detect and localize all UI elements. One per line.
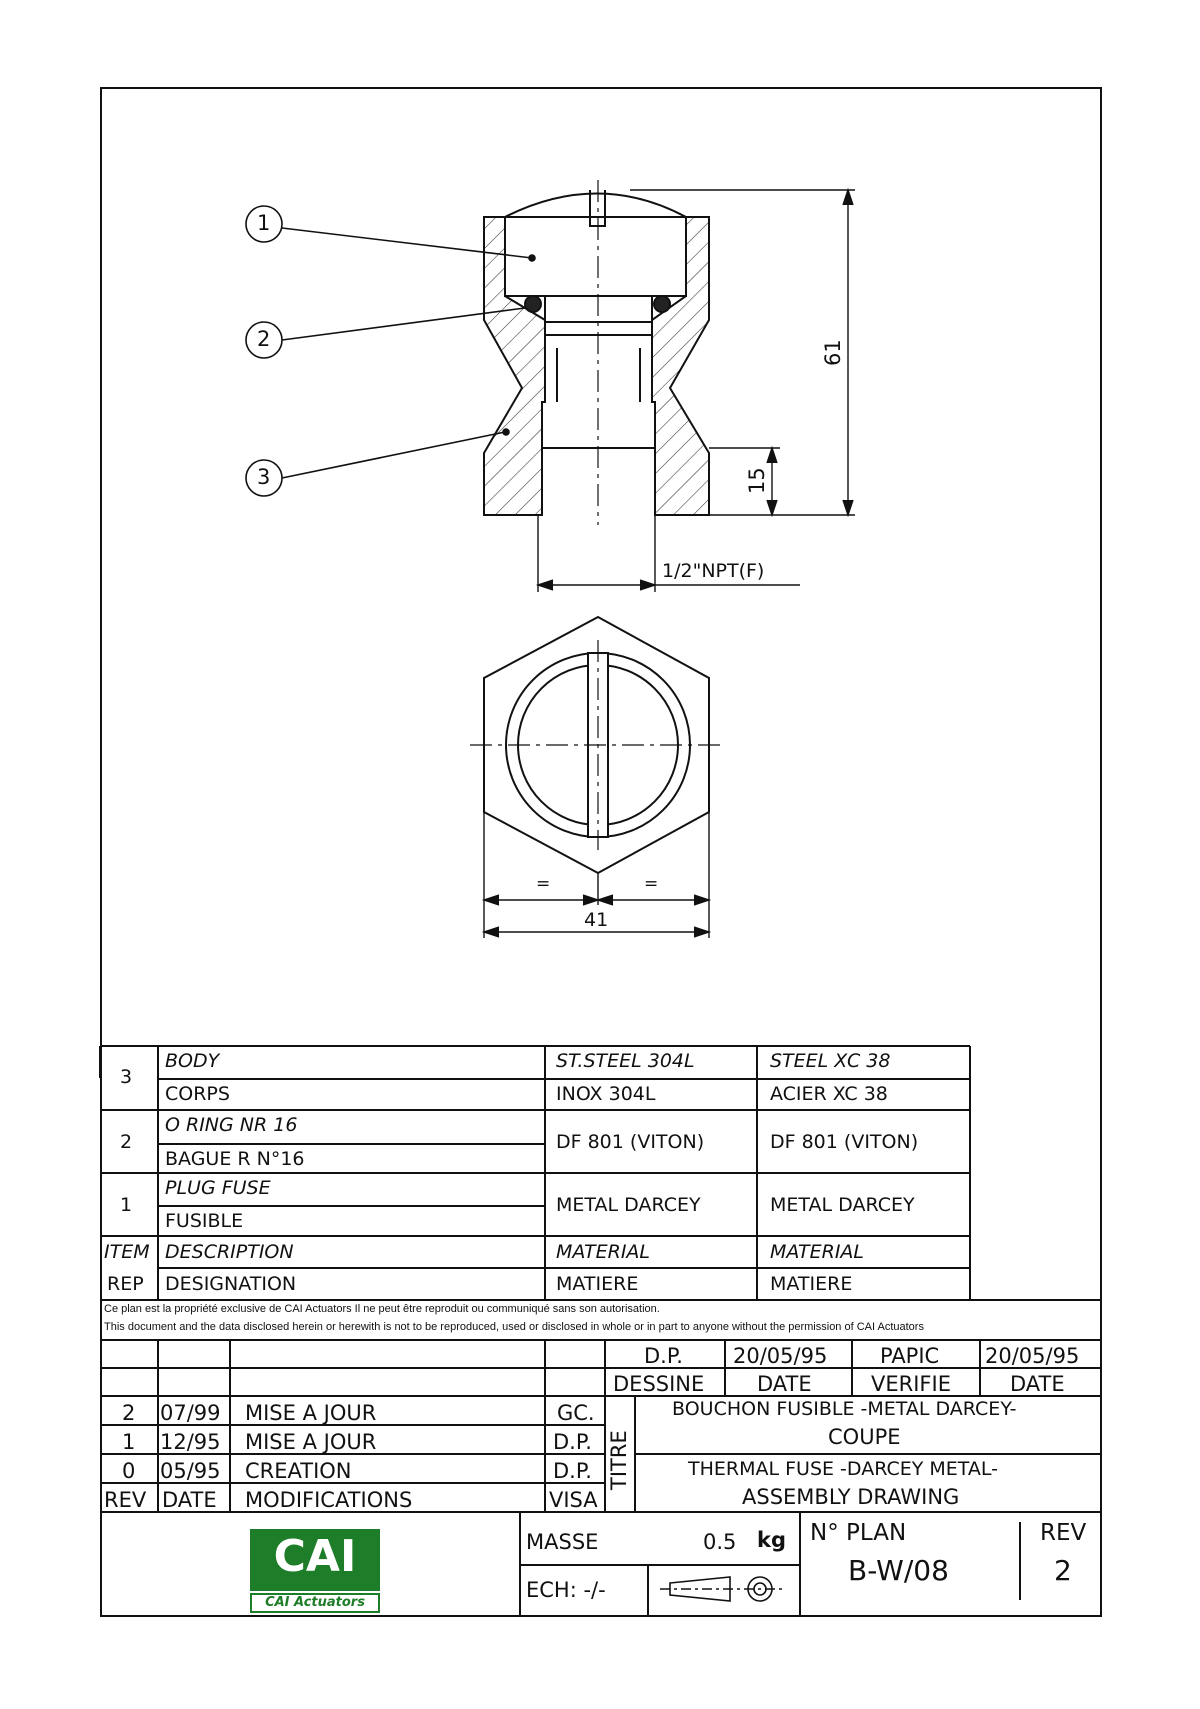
plan-number: B-W/08: [848, 1554, 949, 1587]
bom-mat1-en-3: ST.STEEL 304L: [556, 1050, 695, 1072]
rev-row-0-visa: D.P.: [553, 1459, 592, 1483]
bom-mat2-en-3: STEEL XC 38: [770, 1050, 891, 1072]
rev-value: 2: [1054, 1554, 1072, 1587]
title-label: TITRE: [607, 1430, 631, 1490]
mass-value: 0.5: [703, 1530, 737, 1554]
projection-symbol: [660, 1577, 785, 1601]
rev-row-1-mod: MISE A JOUR: [245, 1430, 377, 1454]
scale-label: ECH: -/-: [526, 1578, 606, 1602]
balloon-3-label: 3: [257, 465, 271, 489]
equal-mark-left: =: [536, 874, 551, 894]
dim-thread-depth: 15: [745, 467, 769, 494]
bom-header-rep: REP: [107, 1273, 144, 1295]
label-date-1: DATE: [757, 1372, 812, 1396]
label-date-2: DATE: [1010, 1372, 1065, 1396]
bom-desc-en-3: BODY: [165, 1050, 220, 1072]
logo-mark: [250, 1529, 380, 1591]
title-en-line1: THERMAL FUSE -DARCEY METAL-: [688, 1458, 999, 1480]
plan-label: N° PLAN: [810, 1520, 907, 1546]
bom-header-material-1: MATERIAL: [556, 1241, 651, 1263]
checked-date: 20/05/95: [985, 1344, 1080, 1368]
bom-header-designation: DESIGNATION: [165, 1273, 297, 1295]
title-en-line2: ASSEMBLY DRAWING: [742, 1485, 960, 1509]
rev-row-1-visa: D.P.: [553, 1430, 592, 1454]
rev-header-rev: REV: [104, 1488, 147, 1512]
rev-header-modifications: MODIFICATIONS: [245, 1488, 413, 1512]
bom-mat2-2: DF 801 (VITON): [770, 1131, 919, 1153]
label-verifie: VERIFIE: [871, 1372, 951, 1396]
bom-header-item: ITEM: [104, 1241, 150, 1263]
bom-header-material-2: MATERIAL: [770, 1241, 865, 1263]
checked-by: PAPIC: [880, 1344, 940, 1368]
bom-header-matiere-1: MATIERE: [556, 1273, 639, 1295]
balloon-1-label: 1: [257, 211, 271, 235]
hex-plan-view: [470, 617, 725, 873]
mass-unit: kg: [757, 1528, 786, 1552]
equal-mark-right: =: [644, 874, 659, 894]
bom-desc-fr-2: BAGUE R N°16: [165, 1148, 305, 1170]
bom-item-2: 2: [120, 1131, 133, 1153]
rev-header-date: DATE: [162, 1488, 217, 1512]
bom-header-description: DESCRIPTION: [165, 1241, 294, 1263]
logo-letters: CAI: [273, 1531, 357, 1582]
rev-row-0-rev: 0: [122, 1459, 136, 1483]
bom-item-1: 1: [120, 1194, 133, 1216]
dim-across-flats: 41: [584, 909, 609, 931]
label-dessine: DESSINE: [613, 1372, 705, 1396]
rev-header-visa: VISA: [549, 1488, 598, 1512]
balloon-2-label: 2: [257, 327, 271, 351]
drawn-date: 20/05/95: [733, 1344, 828, 1368]
bom-mat1-fr-3: INOX 304L: [556, 1083, 656, 1105]
cai-logo: [250, 1529, 380, 1615]
drawn-by: D.P.: [644, 1344, 683, 1368]
rev-row-2-mod: MISE A JOUR: [245, 1401, 377, 1425]
bom-header-matiere-2: MATIERE: [770, 1273, 853, 1295]
rev-row-1-rev: 1: [122, 1430, 136, 1454]
ownership-notice-en: This document and the data disclosed herein or herewith is not to be reproduced, used or disclosed in whole or in part to anyone without the permission of CAI Actuators: [104, 1321, 924, 1333]
rev-row-0-mod: CREATION: [245, 1459, 352, 1483]
bom-desc-fr-3: CORPS: [165, 1083, 230, 1105]
rev-row-2-date: 07/99: [160, 1401, 221, 1425]
bom-desc-en-2: O RING NR 16: [165, 1114, 298, 1136]
title-fr-line1: BOUCHON FUSIBLE -METAL DARCEY-: [672, 1398, 1017, 1420]
mass-label: MASSE: [526, 1530, 599, 1554]
dim-thread: 1/2"NPT(F): [662, 560, 765, 582]
bom-mat2-1: METAL DARCEY: [770, 1194, 915, 1216]
bom-desc-en-1: PLUG FUSE: [165, 1177, 271, 1199]
rev-row-2-visa: GC.: [557, 1401, 595, 1425]
rev-label: REV: [1040, 1520, 1087, 1546]
bom-mat1-1: METAL DARCEY: [556, 1194, 701, 1216]
rev-row-1-date: 12/95: [160, 1430, 221, 1454]
bom-mat2-fr-3: ACIER XC 38: [770, 1083, 888, 1105]
title-fr-line2: COUPE: [828, 1425, 901, 1449]
ownership-notice-fr: Ce plan est la propriété exclusive de CAI Actuators Il ne peut être reproduit ou communiqué sans son autorisation.: [104, 1303, 660, 1315]
rev-row-2-rev: 2: [122, 1401, 136, 1425]
bom-desc-fr-1: FUSIBLE: [165, 1210, 244, 1232]
dim-height: 61: [821, 339, 845, 366]
logo-caption: CAI Actuators: [250, 1593, 380, 1613]
bom-item-3: 3: [120, 1066, 133, 1088]
bom-mat1-2: DF 801 (VITON): [556, 1131, 705, 1153]
rev-row-0-date: 05/95: [160, 1459, 221, 1483]
